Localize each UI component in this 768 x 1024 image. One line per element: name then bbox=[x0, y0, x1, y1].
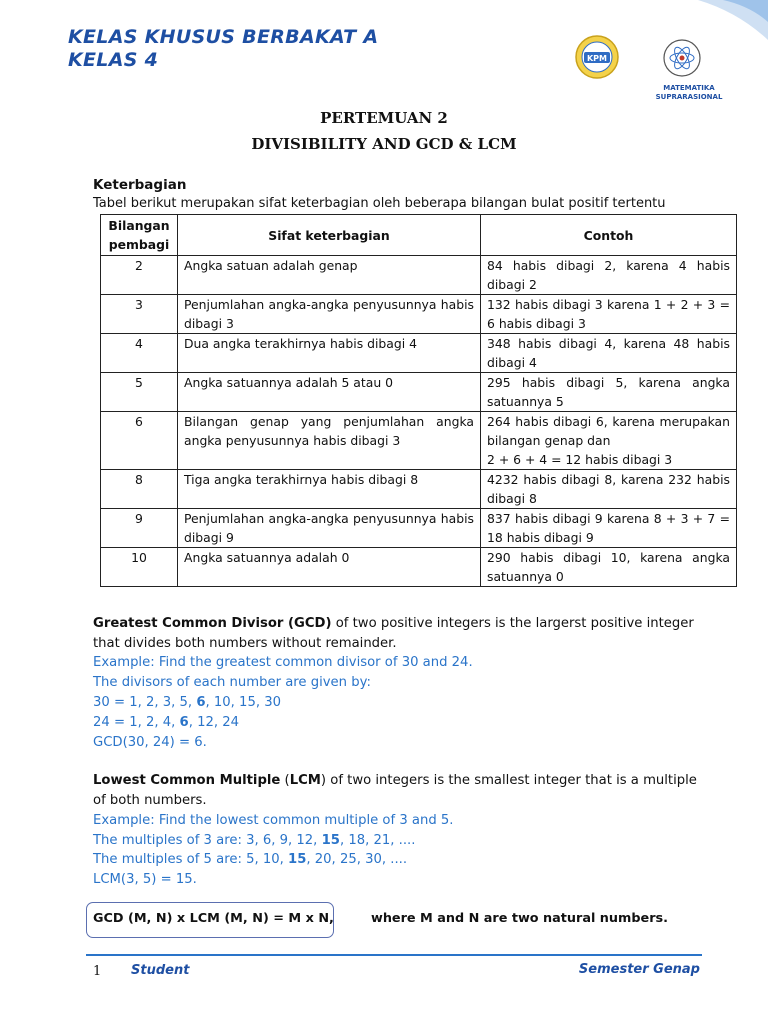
lcm-definition-text: ) of two integers is the smallest integer that is a multiple of both numbers. bbox=[93, 773, 697, 808]
header-title: KELAS KHUSUS BERBAKAT A bbox=[68, 26, 379, 48]
gcd-term: Greatest Common Divisor (GCD) bbox=[93, 616, 332, 631]
gcd-divisors-30 bbox=[93, 693, 703, 713]
section-intro: Tabel berikut merupakan sifat keterbagian oleh beberapa bilangan bulat positif tertentu bbox=[93, 196, 666, 211]
lcm-abbr: LCM bbox=[289, 773, 321, 788]
table-cell-divisor: 3 bbox=[101, 295, 178, 334]
gcd-definition-text: of two positive integers is the largerst positive integer that divides both numbers without remainder. bbox=[93, 616, 694, 651]
lcm-m3-common: 15 bbox=[321, 833, 340, 848]
table-header-row bbox=[101, 215, 737, 256]
footer-right-label: Semester Genap bbox=[578, 962, 700, 977]
table-cell-example-line1: 264 habis dibagi 6, karena merupakan bilangan genap dan bbox=[487, 414, 730, 448]
gcd-divisors-intro: The divisors of each number are given by: bbox=[93, 675, 371, 690]
formula-note: where M and N are two natural numbers. bbox=[371, 911, 668, 926]
formula-text: GCD (M, N) x LCM (M, N) = M x N, bbox=[93, 911, 334, 926]
footer-divider bbox=[86, 954, 702, 956]
matematika-logo-icon bbox=[662, 38, 702, 78]
lcm-multiples-5 bbox=[93, 850, 703, 870]
gcd-result: GCD(30, 24) = 6. bbox=[93, 735, 207, 750]
lcm-m3-pre: The multiples of 3 are: 3, 6, 9, 12, bbox=[93, 833, 322, 848]
lcm-m5-common: 15 bbox=[288, 852, 307, 867]
logo-caption bbox=[644, 84, 734, 102]
table-row bbox=[101, 256, 737, 295]
gcd-30-common: 6 bbox=[196, 695, 206, 710]
table-cell-property: Angka satuannya adalah 5 atau 0 bbox=[178, 373, 481, 412]
table-header-divisor: Bilangan pembagi bbox=[101, 215, 178, 256]
page-title: PERTEMUAN 2 bbox=[320, 109, 448, 127]
table-cell-property: Penjumlahan angka-angka penyusunnya habis dibagi 9 bbox=[178, 509, 481, 548]
gcd-30-pre: 30 = 1, 2, 3, 5, bbox=[93, 695, 197, 710]
table-row bbox=[101, 373, 737, 412]
divisibility-table bbox=[100, 214, 737, 587]
table-row bbox=[101, 334, 737, 373]
table-row bbox=[101, 470, 737, 509]
lcm-multiples-3 bbox=[93, 831, 703, 851]
table-cell-divisor: 9 bbox=[101, 509, 178, 548]
page-number: 1 bbox=[93, 964, 102, 979]
table-cell-example-line2: 2 + 6 + 4 = 12 habis dibagi 3 bbox=[487, 452, 673, 467]
table-cell-example: 4232 habis dibagi 8, karena 232 habis dibagi 8 bbox=[481, 470, 737, 509]
gcd-definition bbox=[93, 614, 703, 653]
logo-caption-line1: MATEMATIKA bbox=[663, 84, 715, 92]
lcm-m5-post: , 20, 25, 30, .... bbox=[306, 852, 408, 867]
gcd-divisors-24 bbox=[93, 713, 703, 733]
table-header-example: Contoh bbox=[481, 215, 737, 256]
logo-caption-line2: SUPRARASIONAL bbox=[655, 93, 723, 101]
lcm-result: LCM(3, 5) = 15. bbox=[93, 872, 197, 887]
lcm-def-pre: ( bbox=[280, 773, 290, 788]
kpm-logo-icon bbox=[574, 34, 620, 80]
table-row bbox=[101, 412, 737, 470]
table-cell-property: Tiga angka terakhirnya habis dibagi 8 bbox=[178, 470, 481, 509]
gcd-example: Example: Find the greatest common divisor of 30 and 24. bbox=[93, 655, 473, 670]
table-cell-property: Penjumlahan angka-angka penyusunnya habis dibagi 3 bbox=[178, 295, 481, 334]
table-cell-property: Dua angka terakhirnya habis dibagi 4 bbox=[178, 334, 481, 373]
table-cell-divisor: 2 bbox=[101, 256, 178, 295]
lcm-term: Lowest Common Multiple bbox=[93, 773, 281, 788]
table-cell-example bbox=[481, 412, 737, 470]
table-cell-example: 837 habis dibagi 9 karena 8 + 3 + 7 = 18 habis dibagi 9 bbox=[481, 509, 737, 548]
gcd-24-pre: 24 = 1, 2, 4, bbox=[93, 715, 180, 730]
lcm-definition bbox=[93, 771, 703, 810]
table-cell-divisor: 10 bbox=[101, 548, 178, 587]
table-cell-divisor: 4 bbox=[101, 334, 178, 373]
gcd-24-common: 6 bbox=[179, 715, 189, 730]
table-row bbox=[101, 509, 737, 548]
table-cell-property: Angka satuan adalah genap bbox=[178, 256, 481, 295]
table-cell-example: 84 habis dibagi 2, karena 4 habis dibagi 2 bbox=[481, 256, 737, 295]
table-cell-example: 295 habis dibagi 5, karena angka satuannya 5 bbox=[481, 373, 737, 412]
table-cell-property: Angka satuannya adalah 0 bbox=[178, 548, 481, 587]
gcd-30-post: , 10, 15, 30 bbox=[205, 695, 281, 710]
table-cell-divisor: 6 bbox=[101, 412, 178, 470]
table-header-property: Sifat keterbagian bbox=[178, 215, 481, 256]
page-subtitle: DIVISIBILITY AND GCD & LCM bbox=[251, 135, 517, 153]
footer-left-label: Student bbox=[131, 963, 190, 978]
table-cell-example: 348 habis dibagi 4, karena 48 habis dibagi 4 bbox=[481, 334, 737, 373]
gcd-24-post: , 12, 24 bbox=[188, 715, 240, 730]
section-heading: Keterbagian bbox=[93, 177, 187, 193]
table-cell-divisor: 5 bbox=[101, 373, 178, 412]
table-cell-example: 132 habis dibagi 3 karena 1 + 2 + 3 = 6 habis dibagi 3 bbox=[481, 295, 737, 334]
table-row bbox=[101, 548, 737, 587]
lcm-m3-post: , 18, 21, .... bbox=[339, 833, 416, 848]
table-cell-example: 290 habis dibagi 10, karena angka satuannya 0 bbox=[481, 548, 737, 587]
lcm-example: Example: Find the lowest common multiple of 3 and 5. bbox=[93, 813, 454, 828]
header-subtitle: KELAS 4 bbox=[68, 49, 159, 71]
lcm-m5-pre: The multiples of 5 are: 5, 10, bbox=[93, 852, 289, 867]
table-cell-property: Bilangan genap yang penjumlahan angka angka penyusunnya habis dibagi 3 bbox=[178, 412, 481, 470]
kpm-logo-text: KPM bbox=[586, 54, 608, 63]
table-row bbox=[101, 295, 737, 334]
table-cell-divisor: 8 bbox=[101, 470, 178, 509]
